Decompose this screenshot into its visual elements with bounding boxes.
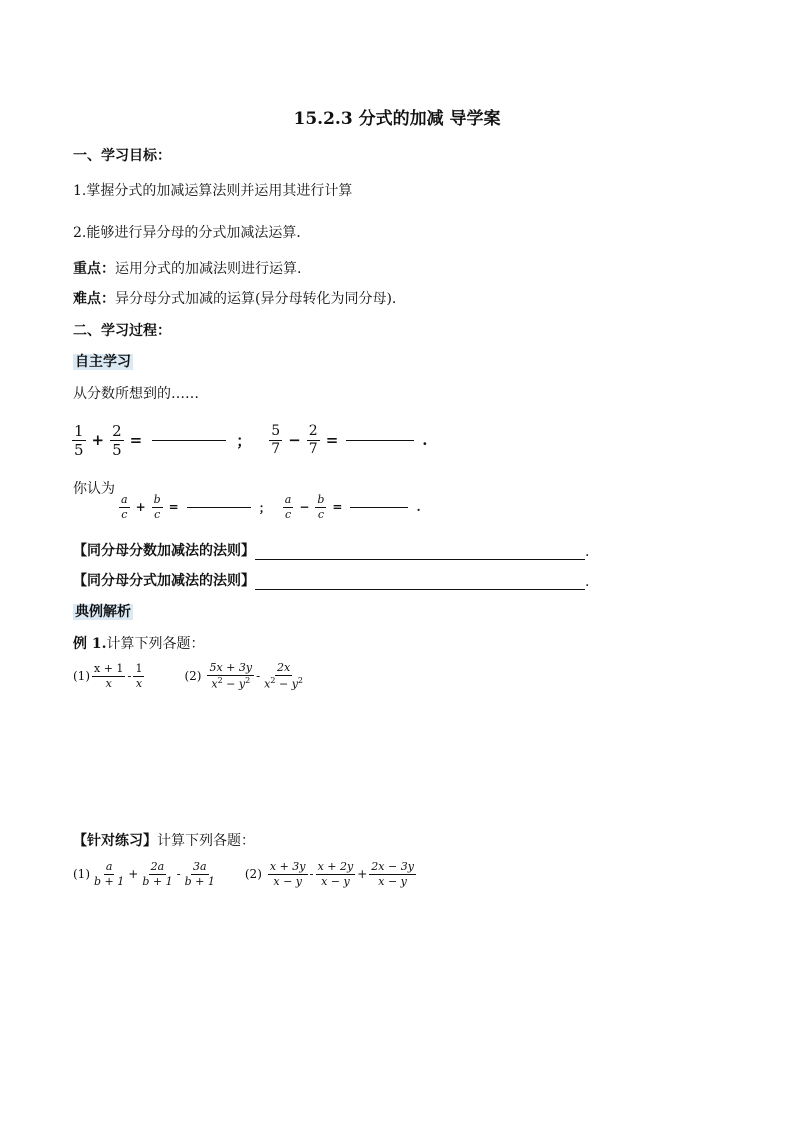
self-study-label: 自主学习 xyxy=(75,354,131,370)
difficulty-label: 难点： xyxy=(73,291,115,307)
you-think-label: 你认为 xyxy=(73,481,115,497)
example-1-text: 计算下列各题： xyxy=(106,636,205,652)
variable-equation-row xyxy=(117,487,425,527)
fraction: $\frac{x + 3y}{x - y}$ xyxy=(269,860,306,888)
difficulty-point xyxy=(73,288,396,308)
minus-sign: - xyxy=(256,669,261,683)
fraction: $\frac{2a}{b + 1}$ xyxy=(142,860,173,888)
fraction: $\frac{2}{7}$ xyxy=(308,422,318,457)
fraction: $\frac{a}{b + 1}$ xyxy=(94,860,125,888)
minus-sign: − xyxy=(299,500,310,514)
practice-problems xyxy=(73,853,418,895)
equals-sign: = xyxy=(332,500,343,514)
fraction: $\frac{2x}{x^2 - y^2}$ xyxy=(264,661,304,691)
fraction: $\frac{a}{c}$ xyxy=(284,493,292,521)
fraction: $\frac{1}{5}$ xyxy=(74,421,84,459)
fraction: $\frac{5}{7}$ xyxy=(271,422,281,457)
answer-blank[interactable] xyxy=(187,507,251,508)
fraction: $\frac{x + 2y}{x - y}$ xyxy=(317,860,354,888)
fraction: $\frac{5x + 3y}{x^2 - y^2}$ xyxy=(209,661,253,691)
equals-sign: = xyxy=(325,431,339,449)
example-1-problems xyxy=(73,656,307,696)
problem-number: (2) xyxy=(244,867,262,881)
problem-number: (1) xyxy=(73,867,90,881)
key-label: 重点： xyxy=(73,261,115,277)
practice-text: 计算下列各题： xyxy=(157,833,255,849)
page-title: 15.2.3 分式的加减 导学案 xyxy=(293,109,501,129)
goal-2: 2.能够进行异分母的分式加减法运算． xyxy=(73,225,311,241)
problem-number: (2) xyxy=(184,669,202,683)
plus-sign: + xyxy=(135,500,146,514)
practice-heading xyxy=(73,830,255,850)
goal-1: 1.掌握分式的加减运算法则并运用其进行计算 xyxy=(73,183,353,199)
minus-sign: - xyxy=(309,867,314,881)
rule-fraction-label: 【同分母分数加减法的法则】 xyxy=(73,543,255,559)
minus-sign: - xyxy=(127,669,132,683)
minus-sign: − xyxy=(288,431,301,449)
answer-blank[interactable] xyxy=(346,440,414,441)
period: . xyxy=(416,500,421,514)
answer-line[interactable] xyxy=(255,547,585,560)
fraction: $\frac{b}{c}$ xyxy=(153,493,161,521)
fraction: $\frac{x + 1}{x}$ xyxy=(94,662,124,690)
separator: ； xyxy=(236,431,252,450)
problem-number: (1) xyxy=(73,669,90,683)
period: . xyxy=(585,544,590,560)
equals-sign: = xyxy=(129,431,143,449)
answer-blank[interactable] xyxy=(350,507,408,508)
fraction: $\frac{b}{c}$ xyxy=(317,493,325,521)
answer-blank[interactable] xyxy=(152,440,226,441)
example-1-label: 例 1. xyxy=(73,636,107,652)
rule-algebraic-fraction xyxy=(73,570,589,590)
minus-sign: - xyxy=(176,867,181,881)
fraction: $\frac{a}{c}$ xyxy=(121,493,128,521)
practice-label: 【针对练习】 xyxy=(73,833,157,849)
plus-sign: + xyxy=(357,867,368,881)
key-point xyxy=(73,258,301,278)
fraction: $\frac{1}{x}$ xyxy=(135,662,143,690)
equals-sign: = xyxy=(168,500,179,514)
period: . xyxy=(422,431,428,449)
from-fractions-text: 从分数所想到的…… xyxy=(73,386,199,402)
section-1-heading: 一、学习目标： xyxy=(73,148,171,164)
plus-sign: + xyxy=(91,431,105,449)
separator: ； xyxy=(258,500,271,515)
rule-fraction xyxy=(73,540,589,560)
examples-label: 典例解析 xyxy=(75,604,131,620)
difficulty-text: 异分母分式加减的运算(异分母转化为同分母). xyxy=(115,291,397,307)
fraction: $\frac{3a}{b + 1}$ xyxy=(184,860,215,888)
answer-line[interactable] xyxy=(255,577,585,590)
example-1 xyxy=(73,633,205,653)
plus-sign: + xyxy=(128,867,139,881)
section-2-heading: 二、学习过程： xyxy=(73,323,171,339)
fraction: $\frac{2x - 3y}{x - y}$ xyxy=(371,860,414,888)
fraction-equation-row xyxy=(70,417,432,463)
period: . xyxy=(585,574,590,590)
fraction: $\frac{2}{5}$ xyxy=(112,421,122,459)
rule-algebraic-label: 【同分母分式加减法的法则】 xyxy=(73,573,255,589)
key-text: 运用分式的加减法则进行运算. xyxy=(115,261,302,277)
